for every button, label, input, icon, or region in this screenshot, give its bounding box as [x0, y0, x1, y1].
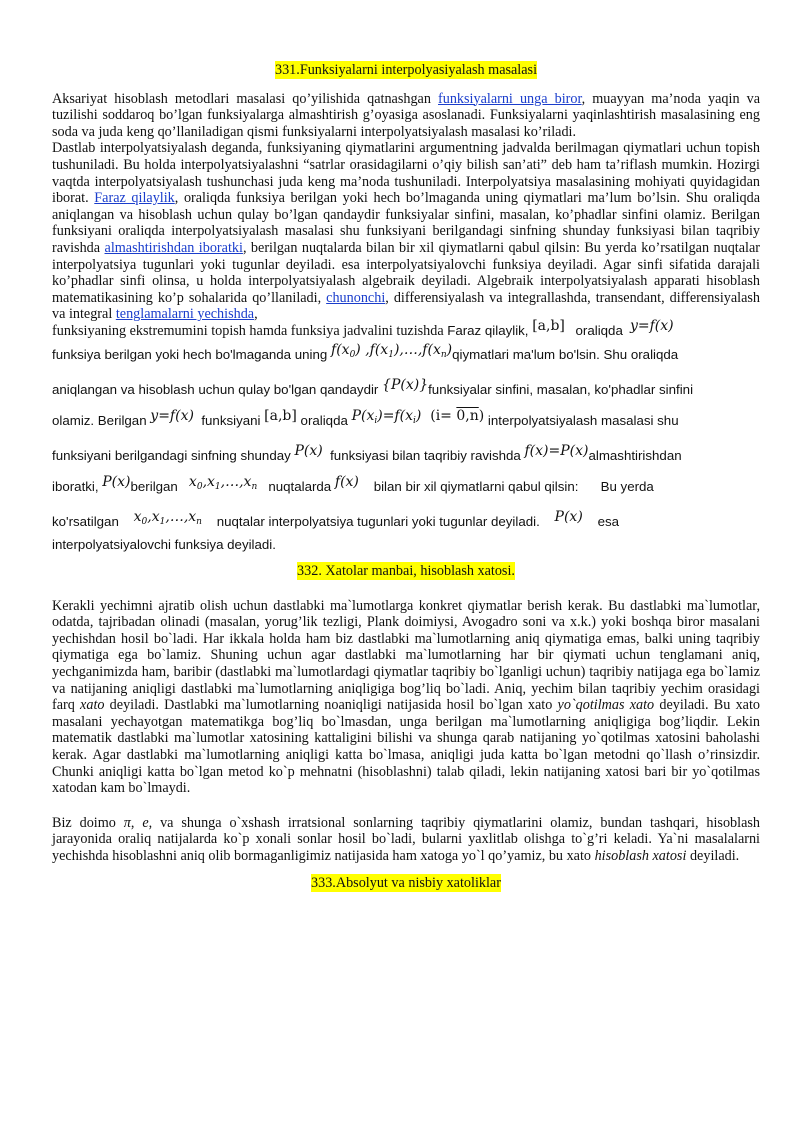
math-formula: $x_0,x_1,\dots,x_n$	[188, 473, 258, 492]
hyperlink[interactable]: almashtirishdan iboratki	[104, 239, 243, 256]
paragraph: Aksariyat hisoblash metodlari masalasi qo’yilishida qatnashgan funksiyalarni unga biror, muayyan ma’noda yaqin va tuzilishi soddaroq bo’lgan funksiyalarga almashtirish g’oyasiga asoslanadi. Funksiyalarni yaqinlashtirish masalasining eng soda va juda keng qo’llaniladigan qismi funksiyalarni interpolyatsiyalash masalasi ko’riladi.	[52, 90, 760, 140]
section-heading: 332. Xatolar manbai, hisoblash xatosi.	[297, 563, 515, 580]
paragraph-math: funksiya berilgan yoki hech bo'lmaganda uning $f(x_0)$ $,f(x_1),\dots,f(x_n)qiymatlari$ ma'lum bo'lsin. Shu oraliqda aniqlangan va hisoblash uchun qulay bo'lgan qandaydir {P(x)}funksiyalar sinfini, masalan, ko'phadlar sinfini olamiz. Berilgan y=f(x) funksiyani [a,b] oraliqda $P(x_i)=f(x_i)$ (i= 0,n) interpolyatsiyalash masalasi shu funksiyani berilgandagi sinfning shunday P(x) funksiyasi bilan taqribiy ravishda f(x)=P(x)almashtirishdan iboratki, P(x)berilgan $x_0,x_1,\dots,x_n$ nuqtalarda f(x) bilan bir xil qiymatlarni qabul qilsin: Bu yerda ko'rsatilgan $x_0,x_1,\dots,x_n$ nuqtalar interpolyatsiya tugunlari yoki tugunlar deyiladi. P(x) esa	[52, 341, 694, 529]
hyperlink[interactable]: tenglamalarni yechishda	[115, 306, 255, 323]
math-formula: P(x)	[102, 473, 131, 490]
math-formula: [a,b]	[532, 317, 565, 334]
hyperlink[interactable]: Faraz qilaylik	[94, 190, 175, 207]
paragraph: interpolyatsiyalovchi funksiya deyiladi.	[52, 536, 276, 552]
math-formula: {P(x)}	[382, 377, 429, 393]
math-formula: [a,b]	[264, 407, 297, 424]
math-formula: f(x)	[334, 473, 359, 490]
math-formula: y=f(x)	[629, 317, 674, 334]
paragraph: Kerakli yechimni ajratib olish uchun dastlabki ma`lumotlarga konkret qiymatlar berish kerak. Bu dastlabki ma`lumotlar, odatda, tajribadan olinadi (masalan, yorug’lik tezligi, Plank doimiysi, Avogadro soni va x.k.) yoki boshqa biror masalani yechishdan hosil bo`ladi. Har ikkala holda ham biz dastlabki ma`lumotlarning aniq qiymatiga emas, balki uning taqribiy qiymatiga ega bo`lamiz. Shuning uchun agar dastlabki ma`lumotlarning har bir qiymati uchun tenglamani aniq, yechganimizda ham, baribir (dastlabki ma`lumotlardagi qiymatlar taqribiy bo`lganligi uchun) taqribiy natijaga ega bo`lamiz va natijaning aniqligi dastlabki ma`lumotlarning aniqligiga bog’liq bo`ladi. Aniq, yechim bilan taqribiy yechim orasidagi farq xato deyiladi. Dastlabki ma`lumotlarning noaniqligi natijasida hosil bo`lgan xato yo`qotilmas xato deyiladi. Bu xato masalani yechayotgan matematikga bog’liq bo`lmasdan, unga berilgan ma`lumotlarning aniqligiga bog’liqdir. Lekin matematik dastlabki ma`lumotlar xatosining kattaligini bilishi va shunga qarab natijaning yo`qotilmas xatosini baholashi kerak. Agar dastlabki ma`lumotlarning aniqligi katta bo`lmasa, aniqligi juda katta bo`lgan metodni qo`llash o’rinsizdir. Chunki aniqligi katta bo`lgan metod ko`p mehnatni (hisoblashni) talab qiladi, lekin natijaning xatosi bari bir yo`qotilmas xatodan kam bo`lmaydi.	[52, 597, 760, 797]
paragraph: Dastlab interpolyatsiyalash deganda, funksiyaning qiymatlarini argumentning jadvalda berilmagan qiymatlari uchun topish tushuniladi. Bu holda interpolyatsiyalashni “satrlar orasidagilarni o’qiy bilish san’ati” deb ham ta’riflash mumkin. Hozirgi vaqtda interpolyatsiyalash tushunchasi juda keng ma’noda tushuniladi. Interpolyatsiya masalasining mohiyati quyidagidan iborat. Faraz qilaylik, oraliqda funksiya berilgan yoki hech bo’lmaganda uning qiymatlari ma’lum bo’lsin. Shu oraliqda aniqlangan va hisoblash uchun qulay bo’lgan qandaydir funksiyalar sinfini, masalan, ko’phadlar sinfini olamiz. Berilgan funksiyani oraliqda interpolyatsiyalash masalasi shu funksiyani berilgandagi sinfning shunday funksiyasi bilan taqribiy ravishda almashtirishdan iboratki, berilgan nuqtalarda bilan bir xil qiymatlarni qabul qilsin: Bu yerda ko’rsatilgan nuqtalar interpolyatsiya tugunlari yoki tugunlar deyiladi. esa interpolyatsiyalovchi funksiya deyiladi. Agar sinfi sifatida darajali ko’phadlar sinfi olinsa, u holda interpolyatsiyalash algebraik deyiladi. Algebraik interpolyatsiyalash apparati hisoblash matematikasining ko’p sohalarida qo’llaniladi, chunonchi, differensiyalash va integrallashda, transendant, differensiyalash va integral tenglamalarni yechishda, funksiyaning ekstremumini topish hamda funksiya jadvalini tuzishda Faraz qilaylik, [a,b] oraliqda y=f(x)	[52, 140, 761, 339]
math-formula: f(x)=P(x)	[524, 443, 589, 459]
section-heading: 331.Funksiyalarni interpolyasiyalash masalasi	[274, 62, 538, 78]
paragraph: Biz doimo π, e, va shunga o`xshash irratsional sonlarning taqribiy qiymatlarini olamiz, bundan tashqari, hisoblash jarayonida oraliq natijalarda ko`p xonali sonlar hosil bo`ladi, bularni yaxlitlab olishga to`g’ri keladi. Ya`ni masalalarni yechishda hisoblashni aniq olib bormaganligimiz natijasida ham xatoga yo`l qo’yamiz, bu xato hisoblash xatosi deyiladi.	[52, 814, 760, 864]
section-heading: 333.Absolyut va nisbiy xatoliklar	[311, 874, 501, 891]
math-formula: $P(x_i)=f(x_i)$ (i= 0,n)	[351, 407, 485, 426]
math-formula: y=f(x)	[150, 407, 194, 424]
document-page	[52, 62, 760, 891]
math-formula: P(x)	[294, 443, 323, 459]
math-formula: $f(x_0)$ $,f(x_1),\dots,f(x_n)$	[331, 341, 453, 360]
math-formula: $x_0,x_1,\dots,x_n$	[133, 509, 202, 527]
math-formula: P(x)	[554, 509, 583, 525]
hyperlink[interactable]: funksiyalarni unga biror	[438, 90, 582, 107]
hyperlink[interactable]: chunonchi	[326, 289, 386, 306]
paragraph-spacer	[52, 797, 760, 815]
